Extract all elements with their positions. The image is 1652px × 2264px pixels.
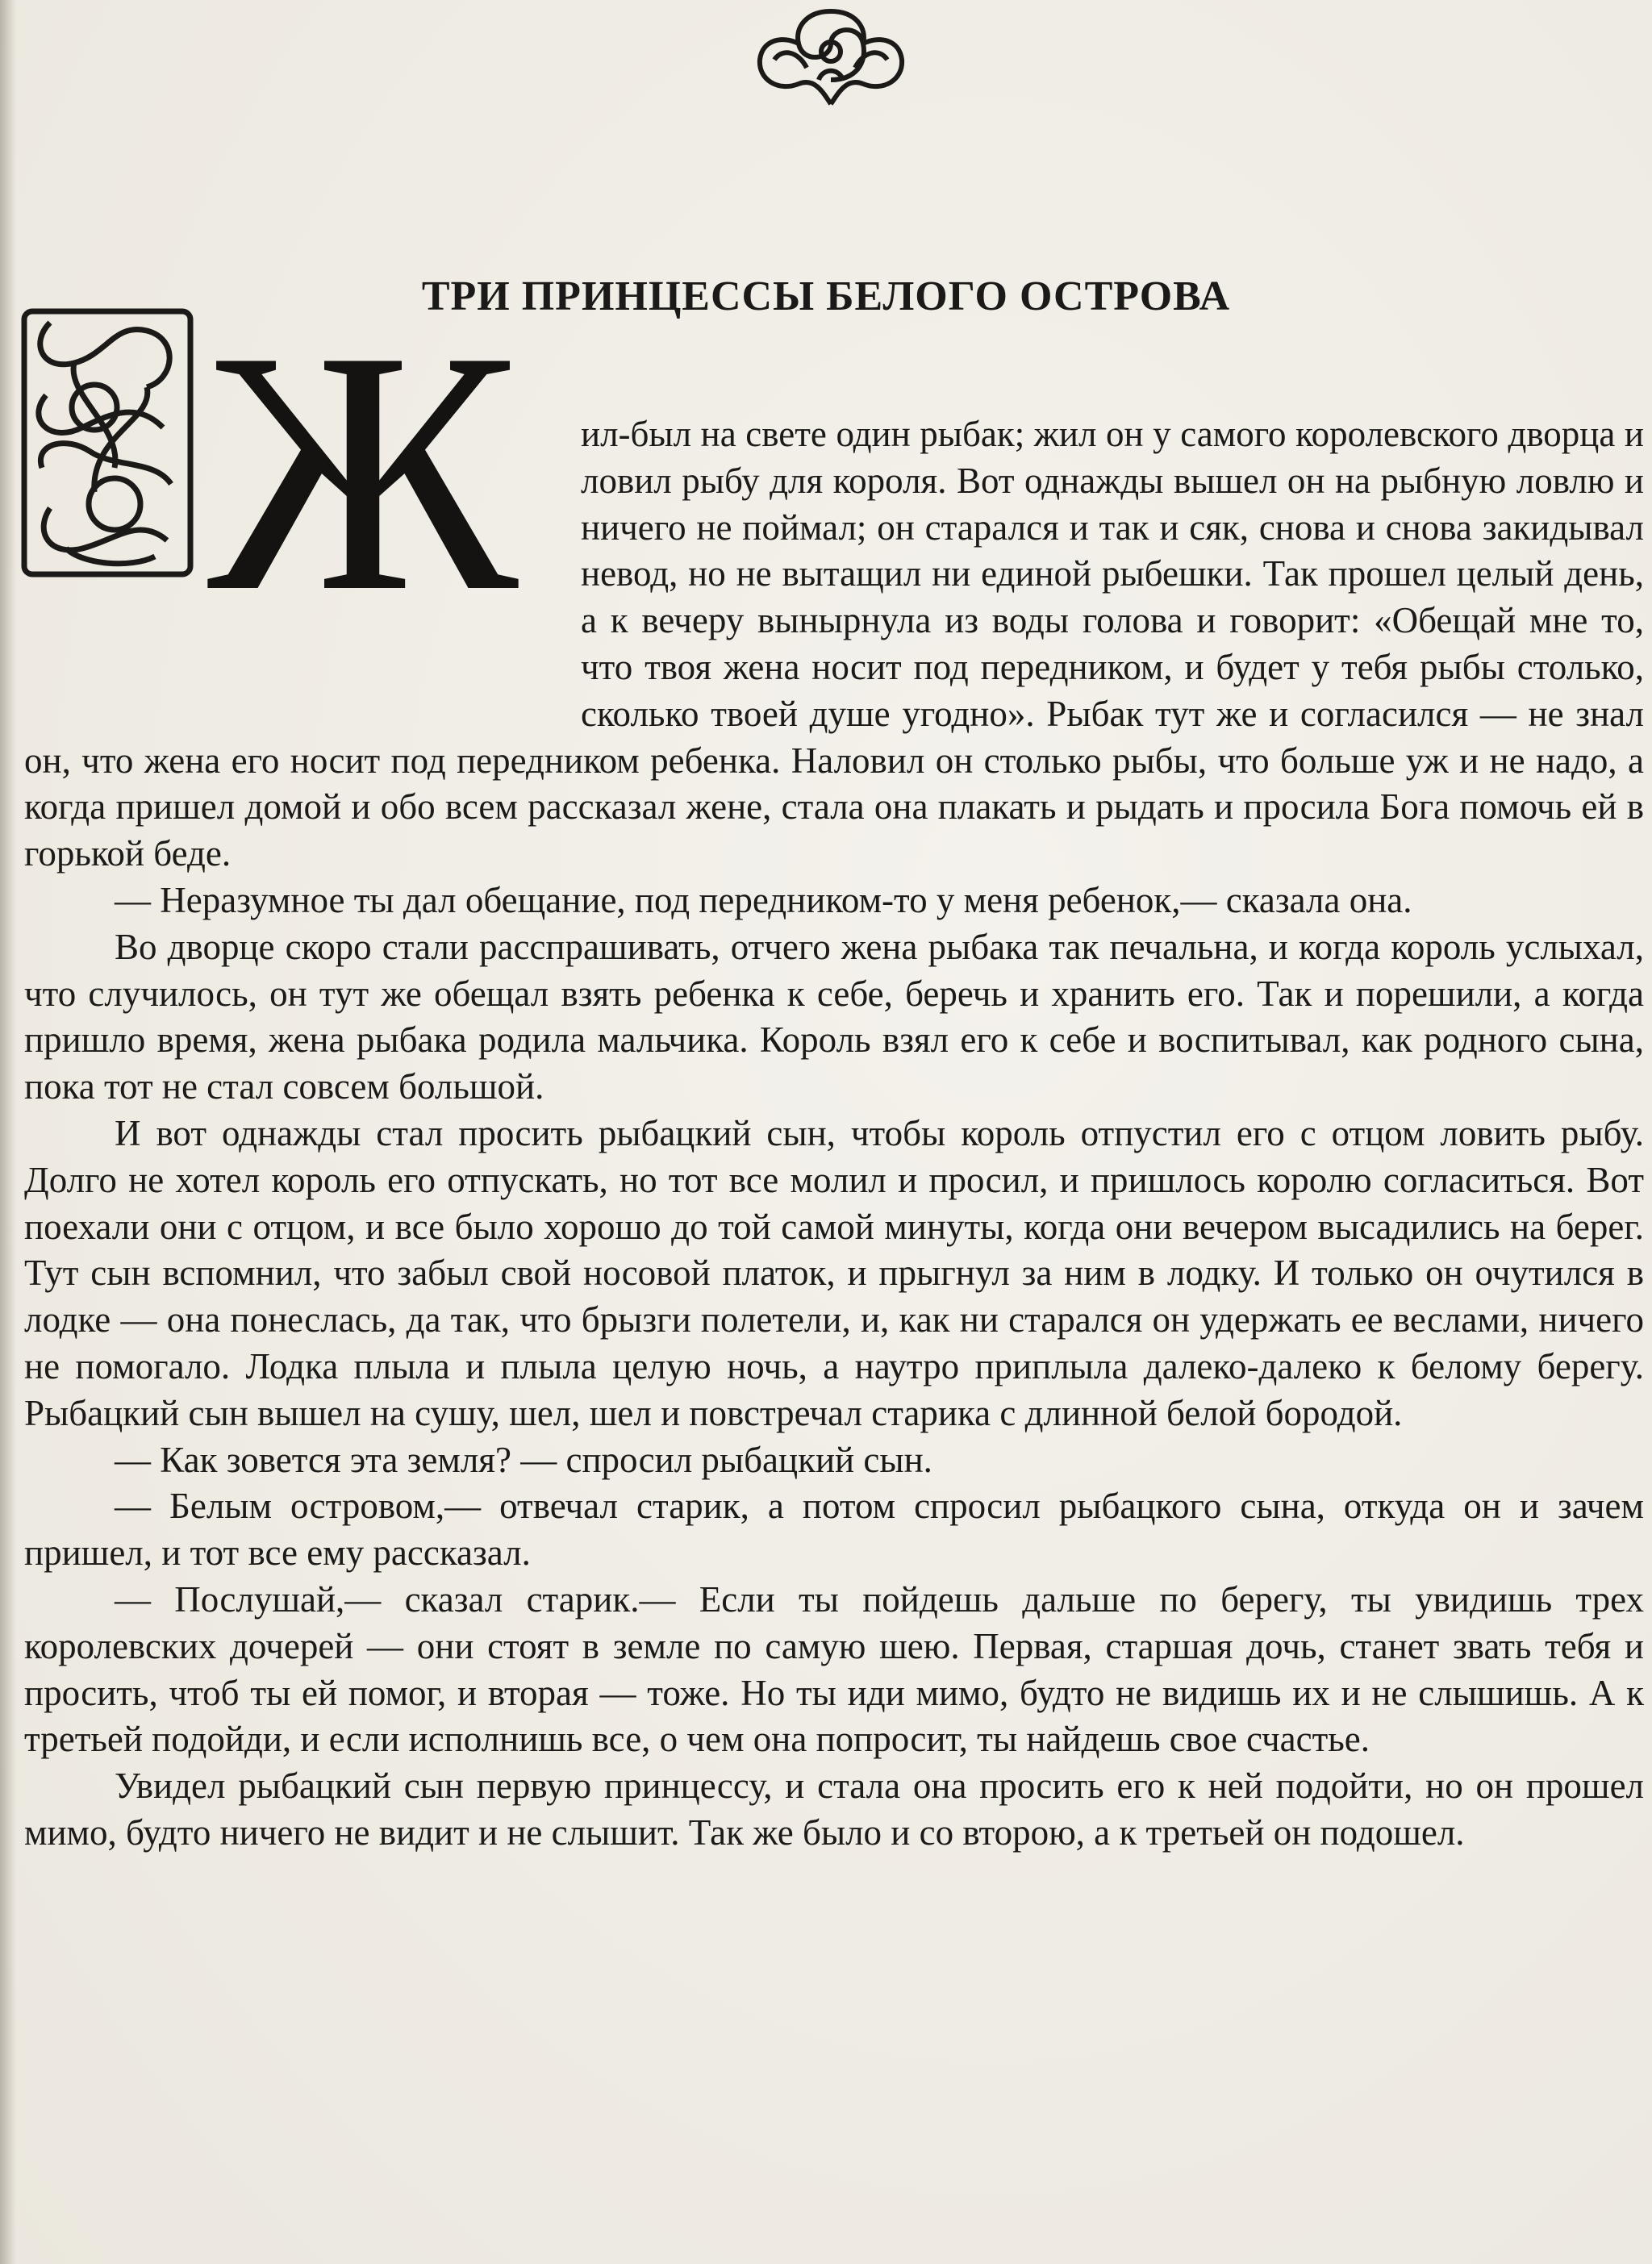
- paragraph: — Неразумное ты дал обещание, под передником-то у меня ребенок,— сказала она.: [115, 879, 1412, 920]
- paragraph: Во дворце скоро стали расспрашивать, отчего жена рыбака так печальна, и когда король услыхал, что случилось, он тут же обещал взять ребенка к себе, беречь и хранить его. Так и порешили, а когда пришло время, жена рыбака родила мальчика. Король взял его к себе и воспитывал, как родного сына, пока тот не стал совсем большой.: [24, 926, 1644, 1107]
- paragraph: И вот однажды стал просить рыбацкий сын, чтобы король отпустил его с отцом ловить рыбу. Долго не хотел король его отпускать, но тот все молил и просил, и пришлось королю согласиться. Вот поехали они с отцом, и все было хорошо до той самой минуты, когда они вечером высадились на берег. Тут сын вспомнил, что забыл свой носовой платок, и прыгнул за ним в лодку. И только он очутился в лодке — она понеслась, да так, что брызги полетели, и, как ни старался он удержать ее веслами, ничего не помогало. Лодка плыла и плыла целую ночь, а наутро приплыла далеко-далеко к белому берегу. Рыбацкий сын вышел на сушу, шел, шел и повстречал старика с длинной белой бородой.: [24, 1112, 1644, 1433]
- celtic-knot-ornament-icon: [750, 3, 912, 113]
- story-text: [24, 411, 1644, 1857]
- drop-cap-letter: Ж: [207, 280, 519, 664]
- paragraph: Увидел рыбацкий сын первую принцессу, и стала она просить его к ней подойти, но он прошел мимо, будто ничего не видит и не слышит. Так же было и со второю, а к третьей он подошел.: [24, 1766, 1644, 1853]
- page-title: ТРИ ПРИНЦЕССЫ БЕЛОГО ОСТРОВА: [421, 273, 1231, 319]
- paragraph: — Белым островом,— отвечал старик, а потом спросил рыбацкого сына, откуда он и зачем пришел, и тот все ему рассказал.: [24, 1486, 1644, 1574]
- paragraph: — Послушай,— сказал старик.— Если ты пойдешь дальше по берегу, ты увидишь трех королевских дочерей — они стоят в земле по самую шею. Первая, старшая дочь, станет звать тебя и просить, чтоб ты ей помог, и вторая — тоже. Но ты иди мимо, будто не видишь их и не слышишь. А к третьей подойди, и если исполнишь все, о чем она попросит, ты найдешь свое счастье.: [24, 1578, 1644, 1760]
- paragraph: ил-был на свете один рыбак; жил он у самого королевского дворца и ловил рыбу для короля. Вот однажды вышел он на рыбную ловлю и ничего не поймал; он старался и так и сяк, снова и снова закидывал невод, но не вытащил ни единой рыбешки. Так прошел целый день, а к вечеру вынырнула из воды голова и говорит: «Обещай мне то, что твоя жена носит под передником, и будет у тебя рыбы столько, сколько твоей душе угодно». Рыбак тут же и согласился — не знал он, что жена его носит под передником ребенка. Наловил он столько рыбы, что больше уж и не надо, а когда пришел домой и обо всем рассказал жене, стала она плакать и рыдать и просила Бога помочь ей в горькой беде.: [24, 414, 1644, 874]
- page-binding-shadow: [0, 0, 16, 2264]
- paragraph: — Как зовется эта земля? — спросил рыбацкий сын.: [115, 1439, 932, 1480]
- drop-cap-space: [24, 395, 581, 695]
